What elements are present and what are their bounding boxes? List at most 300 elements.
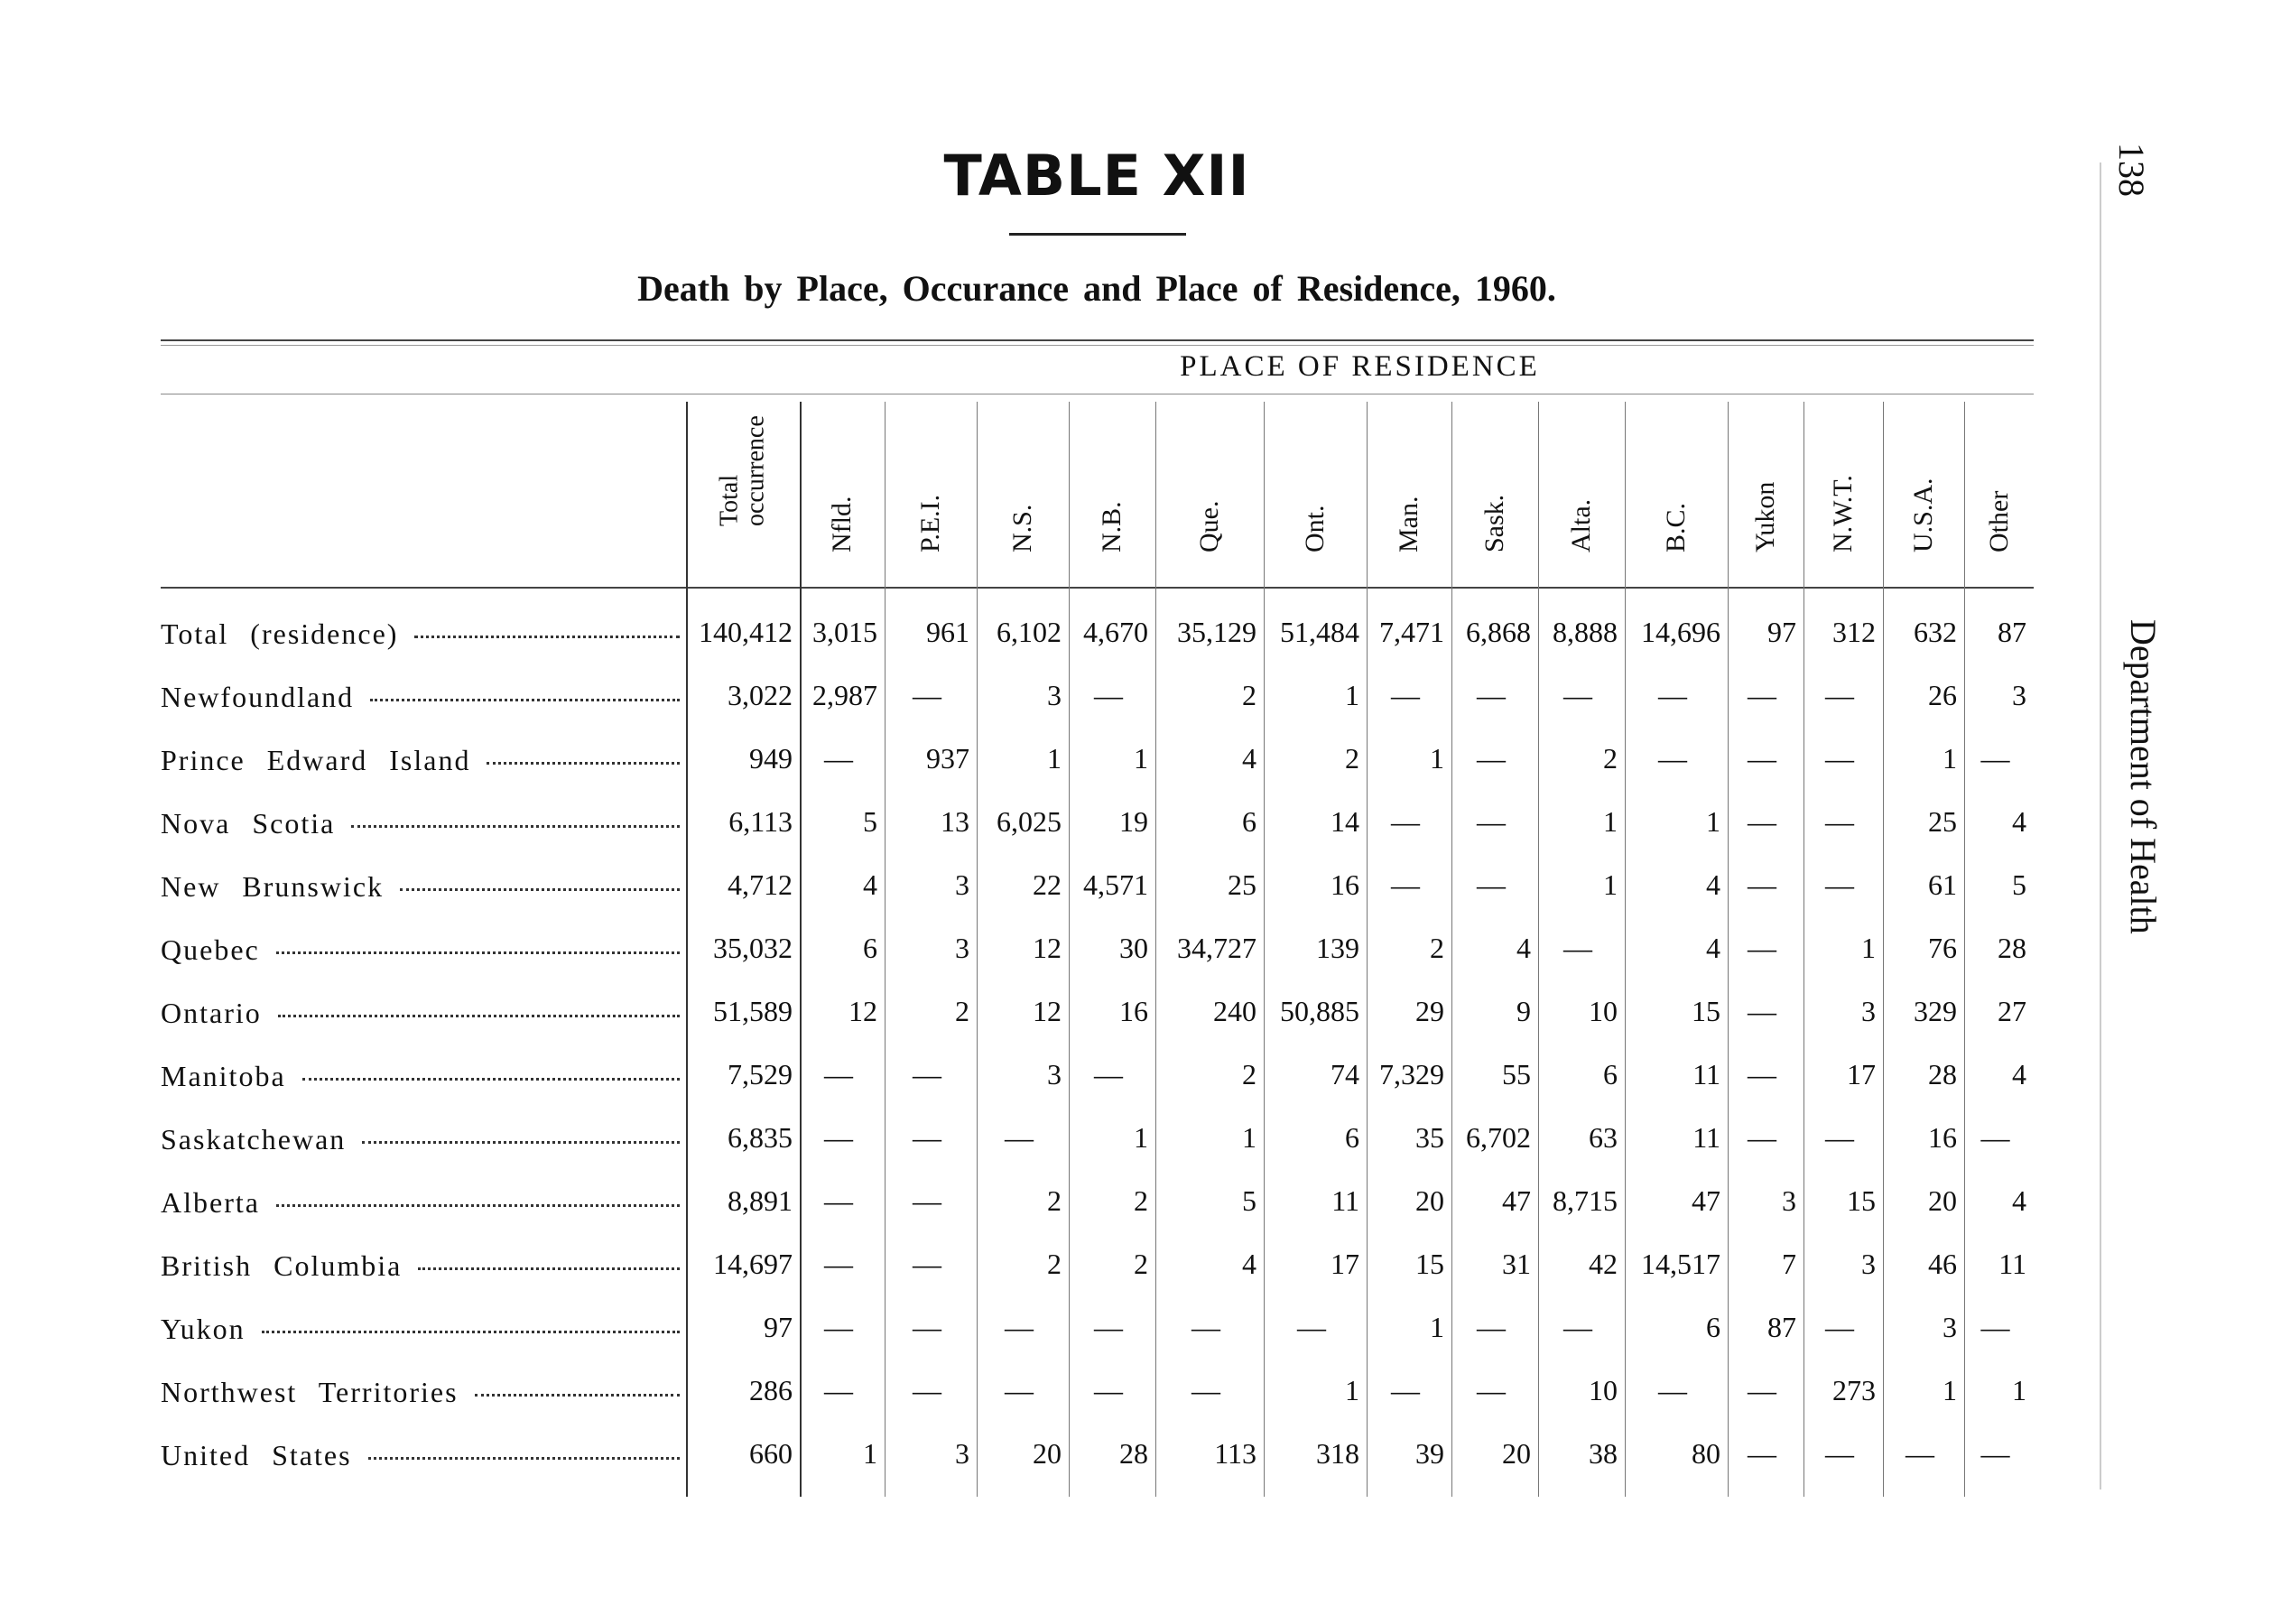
cell-bc: 14,517 xyxy=(1641,1248,1720,1280)
leader-dots xyxy=(302,1078,680,1081)
cell-usa: 1 xyxy=(1943,1374,1957,1406)
column-header-label xyxy=(1752,482,1779,552)
cell-sask: — xyxy=(1477,1374,1506,1406)
cell-bc: — xyxy=(1658,1374,1687,1406)
column-header-text: N.W.T. xyxy=(1828,475,1858,552)
leader-dots xyxy=(368,1457,680,1460)
cell-nb: 4,571 xyxy=(1083,868,1148,901)
column-header-text: U.S.A. xyxy=(1908,478,1938,552)
cell-usa: 20 xyxy=(1928,1184,1957,1217)
row-label xyxy=(161,1439,680,1472)
row-label-text: United States xyxy=(161,1439,352,1471)
cell-ont: 50,885 xyxy=(1280,995,1359,1027)
leader-dots xyxy=(414,636,680,638)
cell-pei: — xyxy=(913,1311,941,1343)
column-header-nb xyxy=(1069,404,1155,580)
cell-usa: 25 xyxy=(1928,805,1957,838)
cell-nfld: 2,987 xyxy=(812,679,877,711)
leader-dots xyxy=(400,888,680,891)
column-rule xyxy=(1451,402,1452,1497)
cell-total: 7,529 xyxy=(728,1058,793,1090)
column-rule xyxy=(1367,402,1368,1497)
leader-dots xyxy=(475,1394,680,1397)
cell-man: 7,329 xyxy=(1379,1058,1444,1090)
column-header-label xyxy=(1568,499,1595,552)
cell-total: 949 xyxy=(749,742,793,775)
cell-alta: 10 xyxy=(1589,1374,1618,1406)
cell-nwt: 1 xyxy=(1861,932,1876,964)
cell-nwt: — xyxy=(1825,742,1854,775)
column-rule xyxy=(1069,402,1070,1497)
cell-nb: — xyxy=(1094,1311,1123,1343)
cell-pei: 3 xyxy=(955,1437,969,1470)
column-rule xyxy=(1803,402,1804,1497)
cell-total: 3,022 xyxy=(728,679,793,711)
cell-pei: 961 xyxy=(926,616,969,648)
cell-usa: 28 xyxy=(1928,1058,1957,1090)
column-header-row xyxy=(0,402,2281,587)
cell-man: 7,471 xyxy=(1379,616,1444,648)
cell-man: 15 xyxy=(1415,1248,1444,1280)
cell-nfld: 12 xyxy=(848,995,877,1027)
cell-nfld: — xyxy=(824,1184,853,1217)
row-label xyxy=(161,681,680,714)
column-header-label xyxy=(829,496,856,553)
row-label-text: Saskatchewan xyxy=(161,1123,347,1155)
column-header-text: Ont. xyxy=(1300,505,1330,552)
cell-nfld: — xyxy=(824,1058,853,1090)
column-header-label xyxy=(1830,475,1857,552)
cell-nb: 19 xyxy=(1119,805,1148,838)
cell-man: 1 xyxy=(1430,742,1444,775)
cell-ns: 12 xyxy=(1033,995,1062,1027)
cell-man: 1 xyxy=(1430,1311,1444,1343)
cell-bc: 47 xyxy=(1692,1184,1720,1217)
leader-dots xyxy=(276,1204,680,1207)
cell-bc: 15 xyxy=(1692,995,1720,1027)
cell-nwt: — xyxy=(1825,1437,1854,1470)
cell-man: 2 xyxy=(1430,932,1444,964)
cell-nb: 28 xyxy=(1119,1437,1148,1470)
row-label xyxy=(161,1060,680,1093)
cell-ont: 17 xyxy=(1331,1248,1359,1280)
cell-alta: 38 xyxy=(1589,1437,1618,1470)
cell-man: 29 xyxy=(1415,995,1444,1027)
column-header-yukon xyxy=(1728,404,1803,580)
row-label xyxy=(161,870,680,904)
column-rule xyxy=(1625,402,1626,1497)
column-header-label xyxy=(1009,505,1036,552)
cell-usa: — xyxy=(1905,1437,1934,1470)
cell-ns: 20 xyxy=(1033,1437,1062,1470)
cell-sask: 6,868 xyxy=(1466,616,1531,648)
cell-pei: 3 xyxy=(955,932,969,964)
cell-usa: 329 xyxy=(1914,995,1957,1027)
cell-que: 5 xyxy=(1242,1184,1256,1217)
row-label xyxy=(161,997,680,1030)
column-header-text: Other xyxy=(1983,490,2014,552)
cell-nfld: — xyxy=(824,1121,853,1154)
page-number: 138 xyxy=(2111,143,2152,197)
cell-pei: 2 xyxy=(955,995,969,1027)
cell-ns: — xyxy=(1005,1121,1034,1154)
cell-ont: 14 xyxy=(1331,805,1359,838)
cell-que: — xyxy=(1191,1374,1220,1406)
cell-total: 286 xyxy=(749,1374,793,1406)
cell-bc: 11 xyxy=(1692,1121,1720,1154)
column-header-text: Sask. xyxy=(1479,494,1509,552)
cell-bc: 6 xyxy=(1706,1311,1720,1343)
header-bottom-rule xyxy=(161,587,2034,589)
cell-bc: 11 xyxy=(1692,1058,1720,1090)
cell-ont: 139 xyxy=(1316,932,1359,964)
cell-yukon: — xyxy=(1748,1058,1776,1090)
cell-alta: 8,888 xyxy=(1553,616,1618,648)
cell-alta: 6 xyxy=(1603,1058,1618,1090)
column-header-bc xyxy=(1625,404,1728,580)
column-header-text: occurrence xyxy=(742,415,770,527)
cell-ont: 11 xyxy=(1331,1184,1359,1217)
cell-nwt: — xyxy=(1825,679,1854,711)
column-header-label xyxy=(1481,495,1508,552)
cell-pei: 13 xyxy=(941,805,969,838)
column-header-label xyxy=(1196,501,1223,552)
cell-yukon: — xyxy=(1748,1121,1776,1154)
cell-sask: — xyxy=(1477,805,1506,838)
cell-sask: 47 xyxy=(1502,1184,1531,1217)
column-rule xyxy=(1155,402,1156,1497)
column-header-label xyxy=(1099,501,1126,552)
cell-other: 4 xyxy=(2012,1058,2026,1090)
cell-pei: — xyxy=(913,1248,941,1280)
cell-other: — xyxy=(1980,1311,2010,1343)
cell-pei: 937 xyxy=(926,742,969,775)
column-header-pei xyxy=(885,404,977,580)
column-header-label xyxy=(917,495,944,552)
cell-sask: — xyxy=(1477,868,1506,901)
cell-nwt: 273 xyxy=(1832,1374,1876,1406)
cell-pei: — xyxy=(913,679,941,711)
cell-nfld: 4 xyxy=(863,868,877,901)
title-underline xyxy=(1009,233,1186,236)
cell-que: 34,727 xyxy=(1177,932,1256,964)
row-label xyxy=(161,744,680,777)
row-label xyxy=(161,1186,680,1220)
cell-usa: 61 xyxy=(1928,868,1957,901)
cell-sask: 31 xyxy=(1502,1248,1531,1280)
cell-usa: 46 xyxy=(1928,1248,1957,1280)
cell-man: — xyxy=(1391,805,1420,838)
row-label-text: Yukon xyxy=(161,1313,246,1345)
table-row xyxy=(0,858,2281,921)
cell-nfld: 5 xyxy=(863,805,877,838)
cell-pei: — xyxy=(913,1121,941,1154)
leader-dots xyxy=(418,1267,680,1270)
cell-yukon: — xyxy=(1748,1437,1776,1470)
column-rule xyxy=(977,402,978,1497)
cell-alta: 8,715 xyxy=(1553,1184,1618,1217)
cell-alta: 42 xyxy=(1589,1248,1618,1280)
cell-total: 8,891 xyxy=(728,1184,793,1217)
cell-que: 35,129 xyxy=(1177,616,1256,648)
cell-ns: — xyxy=(1005,1311,1034,1343)
cell-ont: 6 xyxy=(1345,1121,1359,1154)
table-row xyxy=(0,731,2281,794)
cell-total: 4,712 xyxy=(728,868,793,901)
table-row xyxy=(0,984,2281,1047)
cell-que: 2 xyxy=(1242,1058,1256,1090)
cell-nb: 2 xyxy=(1134,1184,1148,1217)
table-row xyxy=(0,668,2281,731)
cell-other: — xyxy=(1980,1121,2010,1154)
row-label-text: British Columbia xyxy=(161,1249,403,1282)
column-header-alta xyxy=(1538,404,1625,580)
cell-total: 35,032 xyxy=(713,932,793,964)
cell-nb: — xyxy=(1094,1374,1123,1406)
cell-ns: 3 xyxy=(1047,679,1062,711)
cell-total: 140,412 xyxy=(699,616,793,648)
cell-que: 6 xyxy=(1242,805,1256,838)
cell-yukon: — xyxy=(1748,679,1776,711)
cell-alta: 1 xyxy=(1603,805,1618,838)
cell-sask: 4 xyxy=(1516,932,1531,964)
cell-que: — xyxy=(1191,1311,1220,1343)
cell-sask: — xyxy=(1477,742,1506,775)
cell-sask: 6,702 xyxy=(1466,1121,1531,1154)
cell-que: 2 xyxy=(1242,679,1256,711)
table-row xyxy=(0,1174,2281,1237)
column-rule xyxy=(1728,402,1729,1497)
cell-nb: 2 xyxy=(1134,1248,1148,1280)
cell-nb: — xyxy=(1094,1058,1123,1090)
column-header-label xyxy=(1983,490,2014,552)
cell-ont: 74 xyxy=(1331,1058,1359,1090)
cell-ont: 318 xyxy=(1316,1437,1359,1470)
cell-bc: — xyxy=(1658,742,1687,775)
cell-alta: — xyxy=(1563,679,1592,711)
cell-alta: 10 xyxy=(1589,995,1618,1027)
row-label xyxy=(161,1123,680,1156)
cell-bc: 14,696 xyxy=(1641,616,1720,648)
column-header-sask xyxy=(1451,404,1538,580)
cell-man: — xyxy=(1391,868,1420,901)
column-header-text: N.S. xyxy=(1007,504,1037,552)
table-row xyxy=(0,921,2281,984)
column-header-ns xyxy=(977,404,1069,580)
cell-nwt: 15 xyxy=(1847,1184,1876,1217)
cell-nb: 1 xyxy=(1134,742,1148,775)
column-header-label xyxy=(1302,506,1329,553)
row-label xyxy=(161,1313,680,1346)
cell-yukon: — xyxy=(1748,742,1776,775)
column-header-label xyxy=(1663,503,1690,552)
cell-que: 240 xyxy=(1213,995,1256,1027)
top-rule-thin xyxy=(161,345,2034,346)
row-label-text: Nova Scotia xyxy=(161,807,336,840)
cell-usa: 76 xyxy=(1928,932,1957,964)
cell-nfld: 3,015 xyxy=(812,616,877,648)
cell-total: 51,589 xyxy=(713,995,793,1027)
column-header-usa xyxy=(1883,404,1964,580)
column-header-text: Yukon xyxy=(1750,481,1780,552)
cell-nb: 4,670 xyxy=(1083,616,1148,648)
column-header-label xyxy=(1910,478,1937,552)
table-row xyxy=(0,1110,2281,1174)
leader-dots xyxy=(487,762,680,765)
cell-ont: 51,484 xyxy=(1280,616,1359,648)
running-head: Department of Health xyxy=(2123,619,2164,934)
cell-other: — xyxy=(1980,1437,2010,1470)
cell-other: — xyxy=(1980,742,2010,775)
cell-bc: — xyxy=(1658,679,1687,711)
cell-ns: 6,102 xyxy=(997,616,1062,648)
cell-alta: 1 xyxy=(1603,868,1618,901)
row-label xyxy=(161,1376,680,1409)
cell-bc: 4 xyxy=(1706,868,1720,901)
cell-ns: 2 xyxy=(1047,1184,1062,1217)
leader-dots xyxy=(276,951,680,954)
cell-que: 4 xyxy=(1242,742,1256,775)
cell-man: 20 xyxy=(1415,1184,1444,1217)
column-header-text: P.E.I. xyxy=(915,494,945,552)
cell-sask: 9 xyxy=(1516,995,1531,1027)
leader-dots xyxy=(370,699,680,701)
column-rule xyxy=(800,402,802,1497)
cell-que: 4 xyxy=(1242,1248,1256,1280)
cell-sask: 20 xyxy=(1502,1437,1531,1470)
cell-yukon: — xyxy=(1748,932,1776,964)
column-rule xyxy=(1538,402,1539,1497)
table-row xyxy=(0,605,2281,668)
cell-ont: 16 xyxy=(1331,868,1359,901)
cell-ont: 1 xyxy=(1345,1374,1359,1406)
cell-other: 87 xyxy=(1998,616,2026,648)
cell-ns: 1 xyxy=(1047,742,1062,775)
leader-dots xyxy=(262,1331,680,1333)
table-subtitle: Death by Place, Occurance and Place of Residence, 1960. xyxy=(637,268,1556,309)
cell-usa: 3 xyxy=(1943,1311,1957,1343)
cell-ont: — xyxy=(1297,1311,1326,1343)
cell-pei: — xyxy=(913,1374,941,1406)
cell-bc: 1 xyxy=(1706,805,1720,838)
cell-nfld: — xyxy=(824,742,853,775)
cell-other: 3 xyxy=(2012,679,2026,711)
column-rule xyxy=(885,402,886,1497)
cell-que: 113 xyxy=(1214,1437,1256,1470)
cell-nfld: — xyxy=(824,1311,853,1343)
cell-nwt: — xyxy=(1825,868,1854,901)
column-header-text: Que. xyxy=(1194,500,1224,552)
cell-yukon: — xyxy=(1748,868,1776,901)
cell-ont: 2 xyxy=(1345,742,1359,775)
cell-ns: 22 xyxy=(1033,868,1062,901)
cell-que: 25 xyxy=(1228,868,1256,901)
leader-dots xyxy=(351,825,680,828)
cell-man: 35 xyxy=(1415,1121,1444,1154)
row-label-text: Quebec xyxy=(161,933,260,966)
table-row xyxy=(0,1363,2281,1426)
cell-nwt: 17 xyxy=(1847,1058,1876,1090)
row-label xyxy=(161,933,680,967)
cell-nb: 1 xyxy=(1134,1121,1148,1154)
cell-yukon: 7 xyxy=(1782,1248,1796,1280)
cell-nwt: — xyxy=(1825,1121,1854,1154)
row-label-text: Newfoundland xyxy=(161,681,355,713)
cell-other: 27 xyxy=(1998,995,2026,1027)
column-rule xyxy=(1883,402,1884,1497)
cell-bc: 4 xyxy=(1706,932,1720,964)
cell-ont: 1 xyxy=(1345,679,1359,711)
cell-ns: 6,025 xyxy=(997,805,1062,838)
cell-man: — xyxy=(1391,679,1420,711)
column-header-total xyxy=(686,404,800,580)
column-header-man xyxy=(1367,404,1451,580)
cell-other: 4 xyxy=(2012,805,2026,838)
cell-ns: 2 xyxy=(1047,1248,1062,1280)
column-header-nfld xyxy=(800,404,885,580)
cell-other: 4 xyxy=(2012,1184,2026,1217)
cell-nb: 16 xyxy=(1119,995,1148,1027)
column-rule xyxy=(1264,402,1265,1497)
row-label-text: Prince Edward Island xyxy=(161,744,471,776)
column-rule xyxy=(1964,402,1965,1497)
column-header-ont xyxy=(1264,404,1367,580)
cell-total: 6,113 xyxy=(728,805,793,838)
table-row xyxy=(0,1300,2281,1363)
cell-usa: 1 xyxy=(1943,742,1957,775)
column-header-text: Man. xyxy=(1394,496,1423,552)
cell-pei: — xyxy=(913,1184,941,1217)
cell-alta: 63 xyxy=(1589,1121,1618,1154)
cell-man: 39 xyxy=(1415,1437,1444,1470)
row-label-text: Manitoba xyxy=(161,1060,286,1092)
cell-que: 1 xyxy=(1242,1121,1256,1154)
cell-yukon: — xyxy=(1748,805,1776,838)
cell-nwt: 3 xyxy=(1861,995,1876,1027)
cell-pei: — xyxy=(913,1058,941,1090)
row-label xyxy=(161,807,680,840)
cell-alta: — xyxy=(1563,1311,1592,1343)
column-header-label xyxy=(717,415,770,526)
cell-total: 6,835 xyxy=(728,1121,793,1154)
cell-nwt: 3 xyxy=(1861,1248,1876,1280)
cell-yukon: — xyxy=(1748,995,1776,1027)
row-label-text: Ontario xyxy=(161,997,262,1029)
row-label-text: Total (residence) xyxy=(161,617,399,650)
cell-man: — xyxy=(1391,1374,1420,1406)
cell-usa: 16 xyxy=(1928,1121,1957,1154)
column-header-que xyxy=(1155,404,1264,580)
cell-nfld: 6 xyxy=(863,932,877,964)
cell-sask: — xyxy=(1477,1311,1506,1343)
cell-nfld: — xyxy=(824,1248,853,1280)
cell-nb: — xyxy=(1094,679,1123,711)
column-header-text: Nfld. xyxy=(827,496,857,552)
cell-nwt: — xyxy=(1825,1311,1854,1343)
cell-alta: 2 xyxy=(1603,742,1618,775)
cell-yukon: 3 xyxy=(1782,1184,1796,1217)
cell-yukon: 87 xyxy=(1767,1311,1796,1343)
row-label xyxy=(161,617,680,651)
column-header-text: B.C. xyxy=(1661,502,1691,552)
cell-usa: 26 xyxy=(1928,679,1957,711)
cell-alta: — xyxy=(1563,932,1592,964)
cell-nb: 30 xyxy=(1119,932,1148,964)
leader-dots xyxy=(278,1015,680,1017)
cell-bc: 80 xyxy=(1692,1437,1720,1470)
column-header-text: Total xyxy=(715,475,744,527)
table-title: TABLE XII xyxy=(943,143,1250,209)
